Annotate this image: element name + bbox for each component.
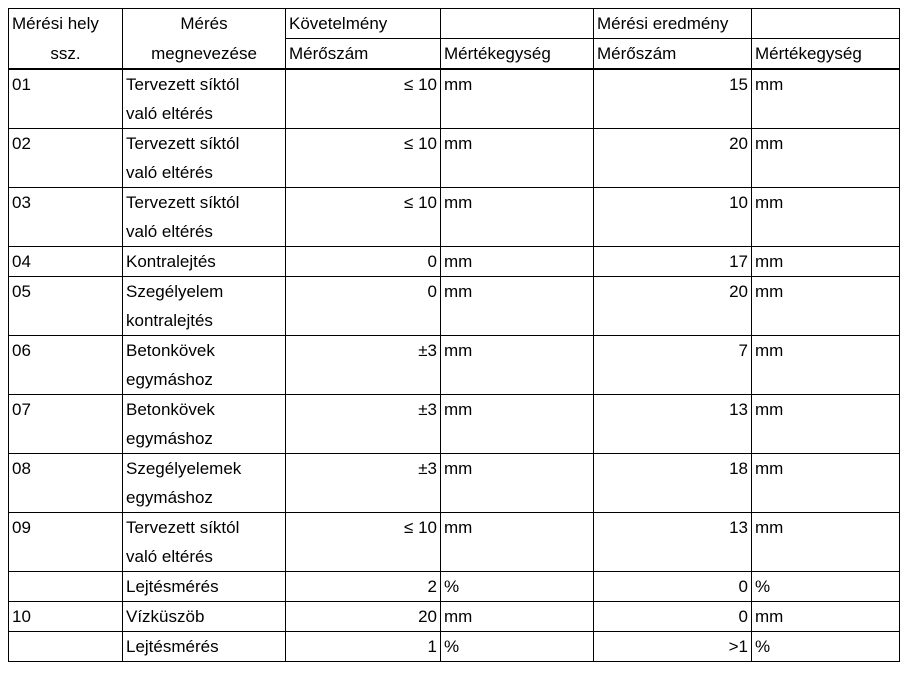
row-res-unit: mm	[752, 69, 900, 129]
table-row	[9, 188, 900, 247]
row-measurement-name: Betonkövek egymáshoz	[123, 395, 286, 454]
row-res-unit: mm	[752, 129, 900, 188]
row-res-unit: mm	[752, 336, 900, 395]
row-req-unit: mm	[441, 454, 594, 513]
table-row	[9, 602, 900, 632]
row-id	[9, 632, 123, 662]
row-res-unit: %	[752, 632, 900, 662]
row-id: 05	[9, 277, 123, 336]
row-measurement-name: Szegélyelemek egymáshoz	[123, 454, 286, 513]
table-row	[9, 129, 900, 188]
table-row	[9, 247, 900, 277]
row-req-value: 2	[286, 572, 441, 602]
row-measurement-name: Szegélyelem kontralejtés	[123, 277, 286, 336]
row-req-value: ≤ 10	[286, 69, 441, 129]
table-row	[9, 513, 900, 572]
row-measurement-name: Tervezett síktól való eltérés	[123, 513, 286, 572]
row-id: 02	[9, 129, 123, 188]
row-req-unit: mm	[441, 395, 594, 454]
row-res-value: 0	[594, 572, 752, 602]
row-id: 07	[9, 395, 123, 454]
row-res-unit: mm	[752, 395, 900, 454]
row-res-unit: mm	[752, 513, 900, 572]
header-location: Mérési hely	[9, 9, 123, 39]
row-res-unit: mm	[752, 247, 900, 277]
row-res-value: 17	[594, 247, 752, 277]
header-location-ssz: ssz.	[9, 39, 123, 70]
row-id: 08	[9, 454, 123, 513]
row-res-value: 7	[594, 336, 752, 395]
row-res-value: 15	[594, 69, 752, 129]
measurement-table	[8, 8, 900, 662]
row-req-unit: %	[441, 572, 594, 602]
table-row	[9, 395, 900, 454]
header-row-1	[9, 9, 900, 39]
table-row	[9, 632, 900, 662]
row-res-value: 10	[594, 188, 752, 247]
row-id: 09	[9, 513, 123, 572]
row-res-value: 13	[594, 513, 752, 572]
table-row	[9, 454, 900, 513]
row-res-unit: mm	[752, 454, 900, 513]
row-res-unit: mm	[752, 277, 900, 336]
row-measurement-name: Lejtésmérés	[123, 572, 286, 602]
row-req-value: ≤ 10	[286, 129, 441, 188]
row-res-value: 20	[594, 277, 752, 336]
header-name: Mérés	[123, 9, 286, 39]
row-req-unit: mm	[441, 277, 594, 336]
row-measurement-name: Lejtésmérés	[123, 632, 286, 662]
row-res-value: >1	[594, 632, 752, 662]
row-measurement-name: Vízküszöb	[123, 602, 286, 632]
row-req-unit: mm	[441, 188, 594, 247]
row-req-unit: mm	[441, 129, 594, 188]
row-id: 04	[9, 247, 123, 277]
header-name-2: megnevezése	[123, 39, 286, 70]
row-measurement-name: Kontralejtés	[123, 247, 286, 277]
header-res-unit: Mértékegység	[752, 39, 900, 70]
row-id	[9, 572, 123, 602]
row-res-unit: mm	[752, 602, 900, 632]
row-req-value: 1	[286, 632, 441, 662]
row-res-unit: mm	[752, 188, 900, 247]
row-req-unit: mm	[441, 513, 594, 572]
header-req-unit: Mértékegység	[441, 39, 594, 70]
header-res-value: Mérőszám	[594, 39, 752, 70]
row-measurement-name: Tervezett síktól való eltérés	[123, 129, 286, 188]
table-row	[9, 69, 900, 129]
header-result: Mérési eredmény	[594, 9, 752, 39]
row-measurement-name: Tervezett síktól való eltérés	[123, 188, 286, 247]
header-blank-2	[752, 9, 900, 39]
row-id: 03	[9, 188, 123, 247]
row-res-value: 13	[594, 395, 752, 454]
row-req-value: ±3	[286, 336, 441, 395]
row-req-unit: mm	[441, 69, 594, 129]
header-row-2	[9, 39, 900, 70]
row-measurement-name: Tervezett síktól való eltérés	[123, 69, 286, 129]
header-requirement: Követelmény	[286, 9, 441, 39]
row-req-value: 0	[286, 277, 441, 336]
row-req-value: ±3	[286, 395, 441, 454]
row-req-value: ±3	[286, 454, 441, 513]
row-id: 10	[9, 602, 123, 632]
table-row	[9, 277, 900, 336]
table-row	[9, 572, 900, 602]
row-id: 01	[9, 69, 123, 129]
row-req-value: 20	[286, 602, 441, 632]
header-blank	[441, 9, 594, 39]
header-req-value: Mérőszám	[286, 39, 441, 70]
row-req-unit: mm	[441, 336, 594, 395]
row-req-value: 0	[286, 247, 441, 277]
row-req-value: ≤ 10	[286, 513, 441, 572]
row-measurement-name: Betonkövek egymáshoz	[123, 336, 286, 395]
row-req-unit: mm	[441, 602, 594, 632]
row-req-value: ≤ 10	[286, 188, 441, 247]
row-res-value: 0	[594, 602, 752, 632]
row-res-value: 18	[594, 454, 752, 513]
row-req-unit: mm	[441, 247, 594, 277]
row-res-unit: %	[752, 572, 900, 602]
row-req-unit: %	[441, 632, 594, 662]
table-row	[9, 336, 900, 395]
row-res-value: 20	[594, 129, 752, 188]
row-id: 06	[9, 336, 123, 395]
